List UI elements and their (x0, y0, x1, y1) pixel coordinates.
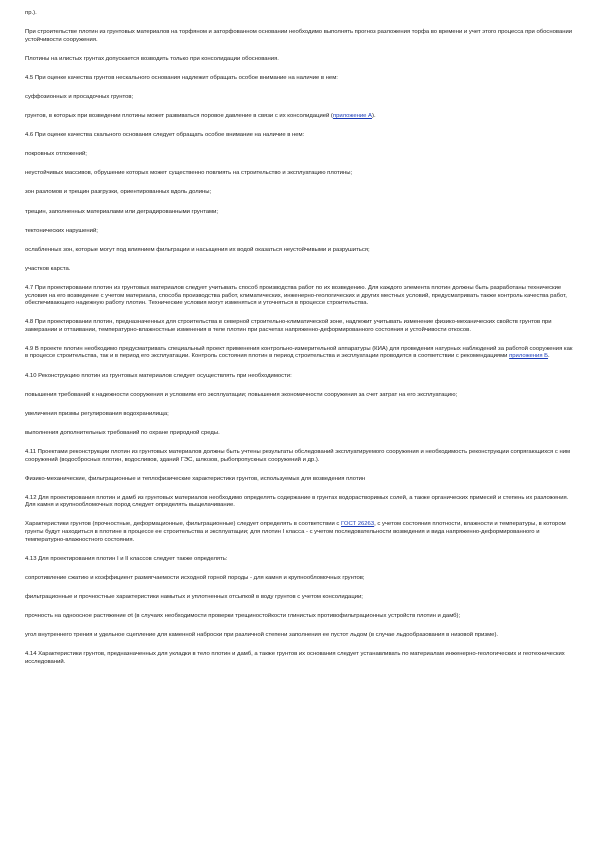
paragraph-text: 4.10 Реконструкцию плотин из грунтовых материалов следует осуществлять при необходимости: (25, 372, 292, 379)
paragraph-spacer (25, 361, 575, 373)
paragraph-spacer (25, 621, 575, 633)
paragraph (25, 29, 575, 44)
paragraph-text: Физико-механические, фильтрационные и теплофизические характеристики грунтов, используемых для возведения плотин (25, 475, 366, 482)
paragraph-spacer (25, 82, 575, 94)
paragraph-spacer (25, 563, 575, 575)
paragraph (25, 285, 575, 308)
paragraph-text: ослабленных зон, которые могут под влиянием фильтрации и насыщения их водой оказаться неустойчивыми и разрушиться; (25, 246, 370, 253)
paragraph-text: угол внутреннего трения и удельное сцепление для каменной наброски при различной степени заполнения ее пустот льдом (в случае льдообразования в низовой призме). (25, 632, 499, 639)
paragraph-spacer (25, 601, 575, 613)
paragraph (25, 575, 575, 583)
paragraph (25, 170, 575, 178)
paragraph-text: тектонических нарушений; (25, 227, 98, 234)
paragraph-text: участков карста. (25, 265, 71, 272)
paragraph (25, 75, 575, 83)
paragraph-spacer (25, 418, 575, 430)
paragraph-text: сопротивление сжатию и коэффициент размягчаемости исходной горной породы - для камня и крупнообломочных грунтов; (25, 574, 365, 581)
paragraph-text: Характеристики грунтов (прочностные, деформационные, фильтрационные) следует определять в соответствии с (25, 521, 341, 528)
paragraph (25, 373, 575, 381)
paragraph (25, 556, 575, 564)
paragraph-text: 4.8 При проектировании плотин, предназначенных для строительства в северной строительно-климатической зоне, надлежит учитывать изменение физико-механических свойств грунтов при замерзании и оттаивании, температурно-влажностные изменения в теле плотин при расчетах напряженно-деформированного состояния и устойчивости откосов. (25, 319, 552, 333)
paragraph-text: пр.). (25, 10, 37, 16)
paragraph-spacer (25, 483, 575, 495)
paragraph (25, 10, 575, 18)
paragraph (25, 132, 575, 140)
paragraph-text: фильтрационные и прочностные характеристики намытых и уплотненных отсыпкой в воду грунтов с учетом консолидации; (25, 593, 363, 600)
paragraph-text: Плотины на илистых грунтах допускается возводить только при консолидации обоснования. (25, 55, 279, 62)
paragraph-spacer (25, 544, 575, 556)
paragraph-text: грунтов, в которых при возведении плотины может развиваться поровое давление в связи с их консолидацией ( (25, 113, 333, 120)
paragraph-text: 4.6 При оценке качества скального основания следует обращать особое внимание на наличие в нем: (25, 132, 305, 139)
paragraph-spacer (25, 140, 575, 152)
paragraph (25, 411, 575, 419)
paragraph (25, 495, 575, 510)
paragraph (25, 594, 575, 602)
paragraph-spacer (25, 18, 575, 30)
paragraph (25, 449, 575, 464)
paragraph-spacer (25, 399, 575, 411)
paragraph (25, 113, 575, 121)
paragraph (25, 632, 575, 640)
paragraph-text: При строительстве плотин из грунтовых материалов на торфяном и заторфованном основании необходимо выполнять прогноз разложения торфа во времени и учет этого процесса при обосновании устойчивости сооружения. (25, 29, 573, 43)
paragraph-spacer (25, 464, 575, 476)
paragraph-text: суффозионных и просадочных грунтов; (25, 93, 134, 100)
paragraph-spacer (25, 235, 575, 247)
paragraph (25, 247, 575, 255)
paragraph-spacer (25, 121, 575, 133)
document-link[interactable]: приложение А (332, 113, 372, 120)
paragraph-spacer (25, 178, 575, 190)
paragraph-text: . (548, 353, 550, 360)
paragraph (25, 319, 575, 334)
paragraph-spacer (25, 582, 575, 594)
paragraph (25, 521, 575, 544)
paragraph-text: 4.14 Характеристики грунтов, предназначенных для укладки в тело плотин и дамб, а также грунтов их основания следует устанавливать по материалам инженерно-геологических и геотехнических исследований. (25, 651, 565, 665)
paragraph-spacer (25, 640, 575, 652)
document-body (25, 10, 575, 666)
paragraph-spacer (25, 334, 575, 346)
paragraph-text: 4.12 Для проектирования плотин и дамб из грунтовых материалов необходимо определять содержание в грунтах водорастворимых солей, а также органических примесей и степень их разложения. Для камня и крупнообломочных пород следует определять выщелачивание. (25, 494, 569, 509)
paragraph-spacer (25, 380, 575, 392)
paragraph-text: , с учетом состояния плотности, влажности и температуры, в котором грунты будут находиться в плотине в процессе ее строительства и эксплуатации; для плотин I класса - с учетом последовательности возведения и вида напряженно-деформированного и температурно-влажностного состояния. (25, 521, 566, 543)
paragraph-text: повышения требований к надежности сооружения и условиям его эксплуатации; повышения экономичности сооружения за счет затрат на его эксплуатацию; (25, 391, 458, 398)
paragraph-text: 4.13 Для проектирования плотин I и II классов следует также определять: (25, 555, 228, 562)
paragraph-spacer (25, 102, 575, 114)
document-link[interactable]: ГОСТ 26263 (341, 521, 375, 528)
paragraph (25, 189, 575, 197)
paragraph-spacer (25, 44, 575, 56)
paragraph-text: неустойчивых массивов, обрушение которых может существенно повлиять на строительство и эксплуатацию плотины; (25, 170, 353, 177)
paragraph-text: увеличения призмы регулирования водохранилища; (25, 410, 169, 417)
paragraph-spacer (25, 254, 575, 266)
paragraph (25, 651, 575, 666)
paragraph (25, 151, 575, 159)
paragraph (25, 56, 575, 64)
document-link[interactable]: приложения Б (509, 353, 549, 360)
paragraph-text: 4.5 При оценке качества грунтов нескального основания надлежит обращать особое внимание на наличие в нем: (25, 74, 338, 81)
paragraph-spacer (25, 63, 575, 75)
paragraph-text: ). (371, 113, 376, 120)
paragraph-spacer (25, 159, 575, 171)
paragraph-text: прочность на одноосное растяжение σt (в случаях необходимости проверки трещиностойкости глинистых противофильтрационных устройств плотин и дамб); (25, 612, 461, 619)
paragraph-text: выполнения дополнительных требований по охране природной среды. (25, 429, 220, 436)
paragraph-text: 4.7 При проектировании плотин из грунтовых материалов следует учитывать способ производства работ по их возведению. Для каждого элемента плотин должны быть разработаны технические условия на его возведение с учетом материала, способа производства работ, климатических, инженерно-геологических и других местных условий, предусматривать также контроль качества работ, обеспечивающего надежную работу плотин. Технические условия могут изменяться и уточняться в процессе строительства. (25, 284, 567, 307)
paragraph (25, 209, 575, 217)
paragraph-spacer (25, 216, 575, 228)
paragraph-text: покровных отложений; (25, 151, 87, 158)
paragraph (25, 228, 575, 236)
paragraph (25, 94, 575, 102)
paragraph-text: 4.11 Проектами реконструкции плотин из грунтовых материалов должны быть учтены результаты обследований эксплуатируемого сооружения и необходимость реконструкции сопрягающихся с ним сооружений (водосбросных плотин, водосливов, зданий ГЭС, шлюзов, рыбопропускных сооружений и др.). (25, 448, 571, 463)
paragraph-text: зон разломов и трещин разгрузки, ориентированных вдоль долины; (25, 189, 212, 196)
paragraph (25, 613, 575, 621)
paragraph (25, 346, 575, 361)
paragraph-spacer (25, 510, 575, 522)
paragraph (25, 266, 575, 274)
paragraph (25, 476, 575, 484)
paragraph-spacer (25, 308, 575, 320)
paragraph-spacer (25, 273, 575, 285)
paragraph-spacer (25, 437, 575, 449)
paragraph-text: 4.9 В проекте плотин необходимо предусматривать специальный проект применения контрольно-измерительной аппаратуры (КИА) для проведения натурных наблюдений за работой сооружения как в процессе строительства, так и в период его эксплуатации. Контроль состояния плотин в период строительства и эксплуатации проводится в соответствии с рекомендациями (25, 345, 573, 360)
paragraph (25, 392, 575, 400)
paragraph-text: трещин, заполненных материалами или деградированными грунтами; (25, 208, 218, 215)
paragraph-spacer (25, 197, 575, 209)
paragraph (25, 430, 575, 438)
